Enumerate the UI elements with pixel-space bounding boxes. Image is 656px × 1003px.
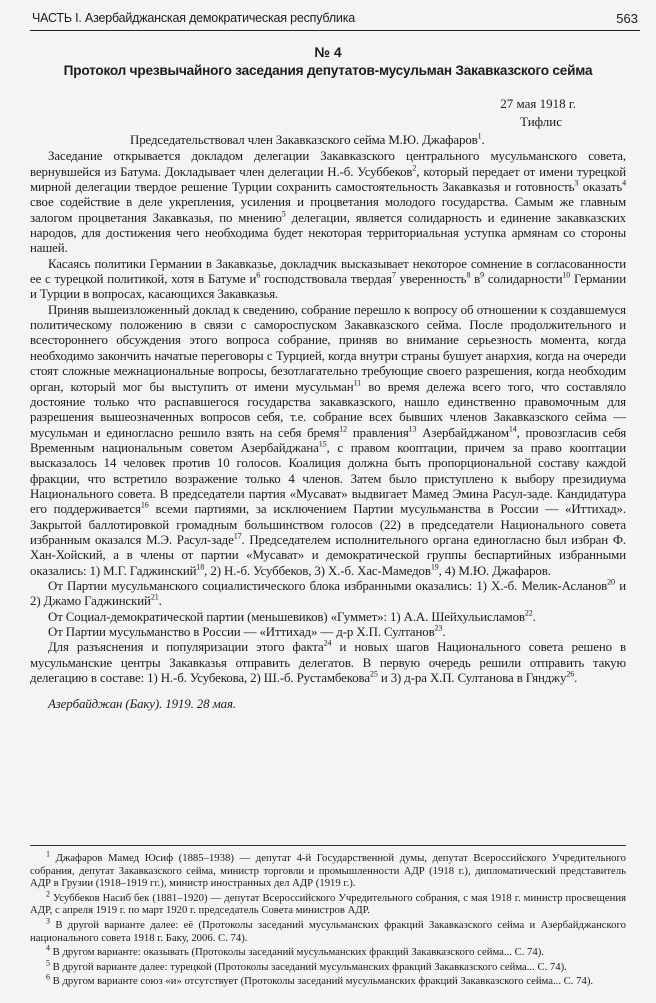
footnote-ref[interactable]: 25 [369,669,378,679]
paragraph-ittihad: От Партии мусульманство в России — «Иттихад» — д-р Х.П. Султанов$^{23}$. [48,623,446,639]
source-citation: Азербайджан (Баку). 1919. 28 мая. [48,697,236,712]
paragraph-decision: Приняв вышеизложенный доклад к сведению, собрание перешло к вопросу об отношении к создавшемуся политическому положению в связи с самороспуском Закавказского сейма. После продолжительного и всестороннего обсуждения этого вопроса собрание, приняв во внимание серьезность момента, когда необходимо закончить начатые переговоры с Турцией, когда внутри страны бушует анархия, когда на очереди стоят сложные межнациональные вопросы, безотлагательно требующие своего разрешения, когда необходим орган, который мог бы выступить от имени мусульман$^{11}$ во время дележа всего того, что составляло достояние только что распавшегося государства закавказского, нашло единственно правомочным для разрешения вышеозначенных вопросов себя, т.е. собрание всех бывших членов Закавказского сейма — мусульман и единогласно решило взять на себя бремя$^{12}$ правления$^{13}$ Азербайджаном$^{14}$, провозгласив себя Временным национальным советом Азербайджана$^{15}$, с правом кооптации, причем за право кооптации высказалось 14 человек против 10 голосов. Коалиция должна быть пропорциональной составу каждой фракции, что встретило возражение только 4 членов. Затем было приступлено к выбору президиума Национального совета. В председатели партия «Мусават» выдвигает Мамед Эмина Расул-заде. Кандидатура его поддерживается$^{16}$ всеми партиями, за исключением Партии мусульманства в России — «Иттихад». Закрытой баллотировкой громадным большинством голосов (22) в председатели Национального совета избранным оказался М.Э. Расул-заде$^{17}$. Председателем исполнительного органа единогласно был избран Ф. Хан-Хойский, а в члены от партии «Мусават» и демократической группы беспартийных избранными оказались: 1) М.Г. Гаджинский$^{18}$, 2) Н.-б. Усуббеков, 3) Х.-б. Хас-Мамедов$^{19}$, 4) М.Ю. Джафаров. [30,302,626,578]
footnote-ref[interactable]: 1 [477,131,482,141]
footnote-ref[interactable]: 2 [412,163,417,173]
footnote: $^4$ В другом варианте: оказывать (Протоколы заседаний мусульманских фракций Закавказского сейма... С. 74). [46,943,544,959]
footnote: $^2$ Усуббеков Насиб бек (1881–1920) — депутат Всероссийского Учредительного собрания, с мая 1918 г. министр просвещения АДР, с апреля 1919 г. по март 1920 г. председатель Совета министров АДР. [30,889,626,917]
document-place: Тифлис [520,114,562,129]
paragraph-socialist-bloc: От Партии мусульманского социалистического блока избранными оказались: 1) Х.-б. Мелик-Асланов$^{20}$ и 2) Джамо Гаджинский$^{21}$. [30,577,626,609]
footnote: $^6$ В другом варианте союз «и» отсутствует (Протоколы заседаний мусульманских фракций Закавказского сейма... С. 74). [46,972,594,988]
paragraph-report: Заседание открывается докладом делегации Закавказского центрального мусульманского совета, вернувшейся из Батума. Докладывает член делегации Н.-б. Усуббеков$^2$, который передает от имени турецкой мирной делегации твердое решение Турции сохранить самостоятельность Закавказья и готовность$^3$ оказать$^4$ свое содействие в деле укрепления, усиления и процветания молодого государства. Самым же главным залогом процветания Закавказья, по мнению$^5$ делегации, является солидарность и единение закавказских народов, для достижения чего необходима будет некоторая территориальная уступка армянам со стороны нашей. [30,149,627,256]
footnote-ref[interactable]: 26 [566,669,575,679]
paragraph-hummet: От Социал-демократической партии (меньшевиков) «Гуммет»: 1) А.А. Шейхульисламов$^{22}$. [48,608,536,624]
page-number: 563 [616,11,638,26]
chair-line: Председательствовал член Закавказского сейма М.Ю. Джафаров$^1$. [130,131,485,147]
footnote: $^1$ Джафаров Мамед Юсиф (1885–1938) — депутат 4-й Государственной думы, депутат Всероссийского Учредительного собрания, депутат Закавказского сейма, министр торговли и промышленности АДР (1918 г.), дипломатический представитель АДР в Грузии (1918–1919 гг.), министр иностранных дел АДР (1919 г.). [30,849,626,890]
part-title: ЧАСТЬ I. Азербайджанская демократическая республика [32,11,356,25]
footnote-ref[interactable]: 16 [140,500,149,510]
running-header [30,8,640,31]
footnote-ref[interactable]: 14 [508,424,517,434]
footnote-ref[interactable]: 19 [430,562,439,572]
footnote-ref[interactable]: 3 [574,178,579,188]
document-number: № 4 [314,44,342,60]
footnote-ref[interactable]: 23 [434,623,443,633]
protocol-body [30,133,626,713]
paragraph-germany: Касаясь политики Германии в Закавказье, докладчик высказывает некоторое сомнение в согласованности ее с турецкой политикой, хотя в Батуме $и^6$ господствовала твердая$^7$ уверенность$^8$ $в^9$ солидарности$^{10}$ Германии и Турции в вопросах, касающихся Закавказья. [30,256,626,302]
footnote: $^5$ В другой варианте далее: турецкой (Протоколы заседаний мусульманских фракций Закавказского сейма... С. 74). [46,958,567,973]
footnote-ref[interactable]: 22 [524,608,533,618]
footnote-ref[interactable]: 17 [233,531,242,541]
footnote-ref[interactable]: 13 [408,424,417,434]
footnote-ref[interactable]: 21 [150,593,159,603]
footnote-ref[interactable]: 10 [562,270,571,280]
footnote: $^3$ В другой варианте далее: её (Протоколы заседаний мусульманских фракций Закавказского сейма и Азербайджанского национального совета 1918 г. Баку, 2006. С. 74). [30,916,626,944]
footnote-ref[interactable]: 4 [622,178,626,188]
document-title: Протокол чрезвычайного заседания депутатов-мусульман Закавказского сейма [63,63,593,78]
footnote-ref[interactable]: 18 [196,562,205,572]
footnote-ref[interactable]: 24 [323,639,332,649]
footnote-ref[interactable]: 9 [480,270,485,280]
footnote-ref[interactable]: 8 [466,270,471,280]
footnote-ref[interactable]: 7 [391,270,396,280]
footnote-ref[interactable]: 11 [353,378,362,388]
footnote-ref[interactable]: 15 [318,439,327,449]
footnote-ref[interactable]: 20 [607,577,615,587]
footnotes [30,845,626,990]
footnote-ref[interactable]: 6 [256,270,261,280]
document-date: 27 мая 1918 г. [500,96,576,111]
footnote-ref[interactable]: 12 [339,424,348,434]
paragraph-delegation: Для разъяснения и популяризации этого факта$^{24}$ и новых шагов Национального совета решено в мусульманские центры Закавказья отправить делегатов. В первую очередь решили отправить такую делегацию в составе: 1) Н.-б. Усубекова, 2) Ш.-б. Рустамбекова$^{25}$ и 3) д-ра Х.П. Султанова в Гянджу$^{26}$. [30,639,626,686]
footnote-ref[interactable]: 5 [281,209,286,219]
